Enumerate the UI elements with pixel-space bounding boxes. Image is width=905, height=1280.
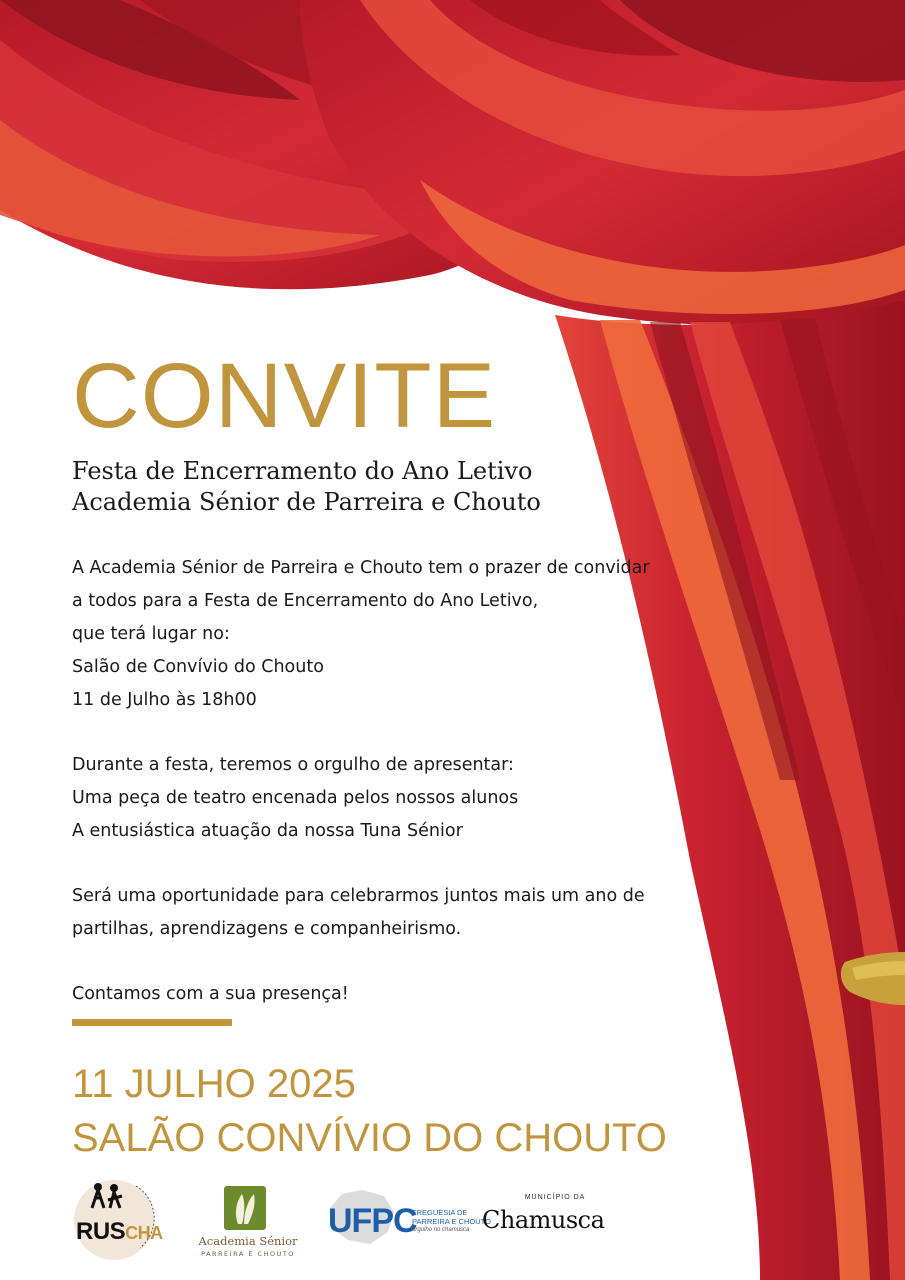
ufpc-wordmark: UFPC — [328, 1202, 417, 1240]
sponsor-logos — [0, 1170, 905, 1270]
invitation-body — [72, 554, 652, 1013]
ufpc-line-3: orgulho no chamusca — [412, 1227, 470, 1233]
body-line: a todos para a Festa de Encerramento do Ano Letivo, — [72, 591, 539, 611]
body-line: Salão de Convívio do Chouto — [72, 657, 324, 677]
body-line: Será uma oportunidade para celebrarmos juntos mais um ano de — [72, 886, 645, 906]
ufpc-line-2: PARREIRA E CHOUTO — [412, 1217, 491, 1226]
academia-senior-logo — [196, 1186, 300, 1266]
body-line: 11 de Julho às 18h00 — [72, 690, 257, 710]
invitation-subtitle — [72, 456, 541, 518]
body-line: que terá lugar no: — [72, 624, 230, 644]
ruscha-name: RUS — [76, 1218, 126, 1245]
subtitle-line: Academia Sénior de Parreira e Chouto — [72, 488, 541, 516]
body-line: A entusiástica atuação da nossa Tuna Sénior — [72, 821, 463, 841]
body-line: Durante a festa, teremos o orgulho de apresentar: — [72, 755, 514, 775]
academia-sub: PARREIRA E CHOUTO — [201, 1250, 295, 1258]
body-line: A Academia Sénior de Parreira e Chouto tem o prazer de convidar — [72, 558, 650, 578]
ruscha-logo — [70, 1178, 170, 1268]
subtitle-line: Festa de Encerramento do Ano Letivo — [72, 457, 533, 485]
event-venue: SALÃO CONVÍVIO DO CHOUTO — [72, 1116, 667, 1160]
invitation-title: CONVITE — [72, 345, 497, 447]
chamusca-logo — [480, 1194, 630, 1254]
ufpc-logo — [322, 1188, 491, 1258]
body-line: Uma peça de teatro encenada pelos nossos alunos — [72, 788, 519, 808]
academia-name: Academia Sénior — [198, 1234, 298, 1248]
academia-leaf-icon — [224, 1186, 266, 1230]
chamusca-wordmark: Chamusca — [482, 1206, 605, 1234]
closing-line: Contamos com a sua presença! — [72, 984, 349, 1004]
gold-divider — [72, 1019, 232, 1026]
ruscha-name-suffix: CHA — [125, 1223, 163, 1243]
chamusca-top: MUNICÍPIO DA — [524, 1194, 586, 1201]
ufpc-line-1: FREGUESIA DE — [412, 1208, 468, 1217]
event-date: 11 JULHO 2025 — [72, 1062, 356, 1106]
body-line: partilhas, aprendizagens e companheirismo. — [72, 919, 462, 939]
ruscha-wordmark — [76, 1218, 163, 1246]
